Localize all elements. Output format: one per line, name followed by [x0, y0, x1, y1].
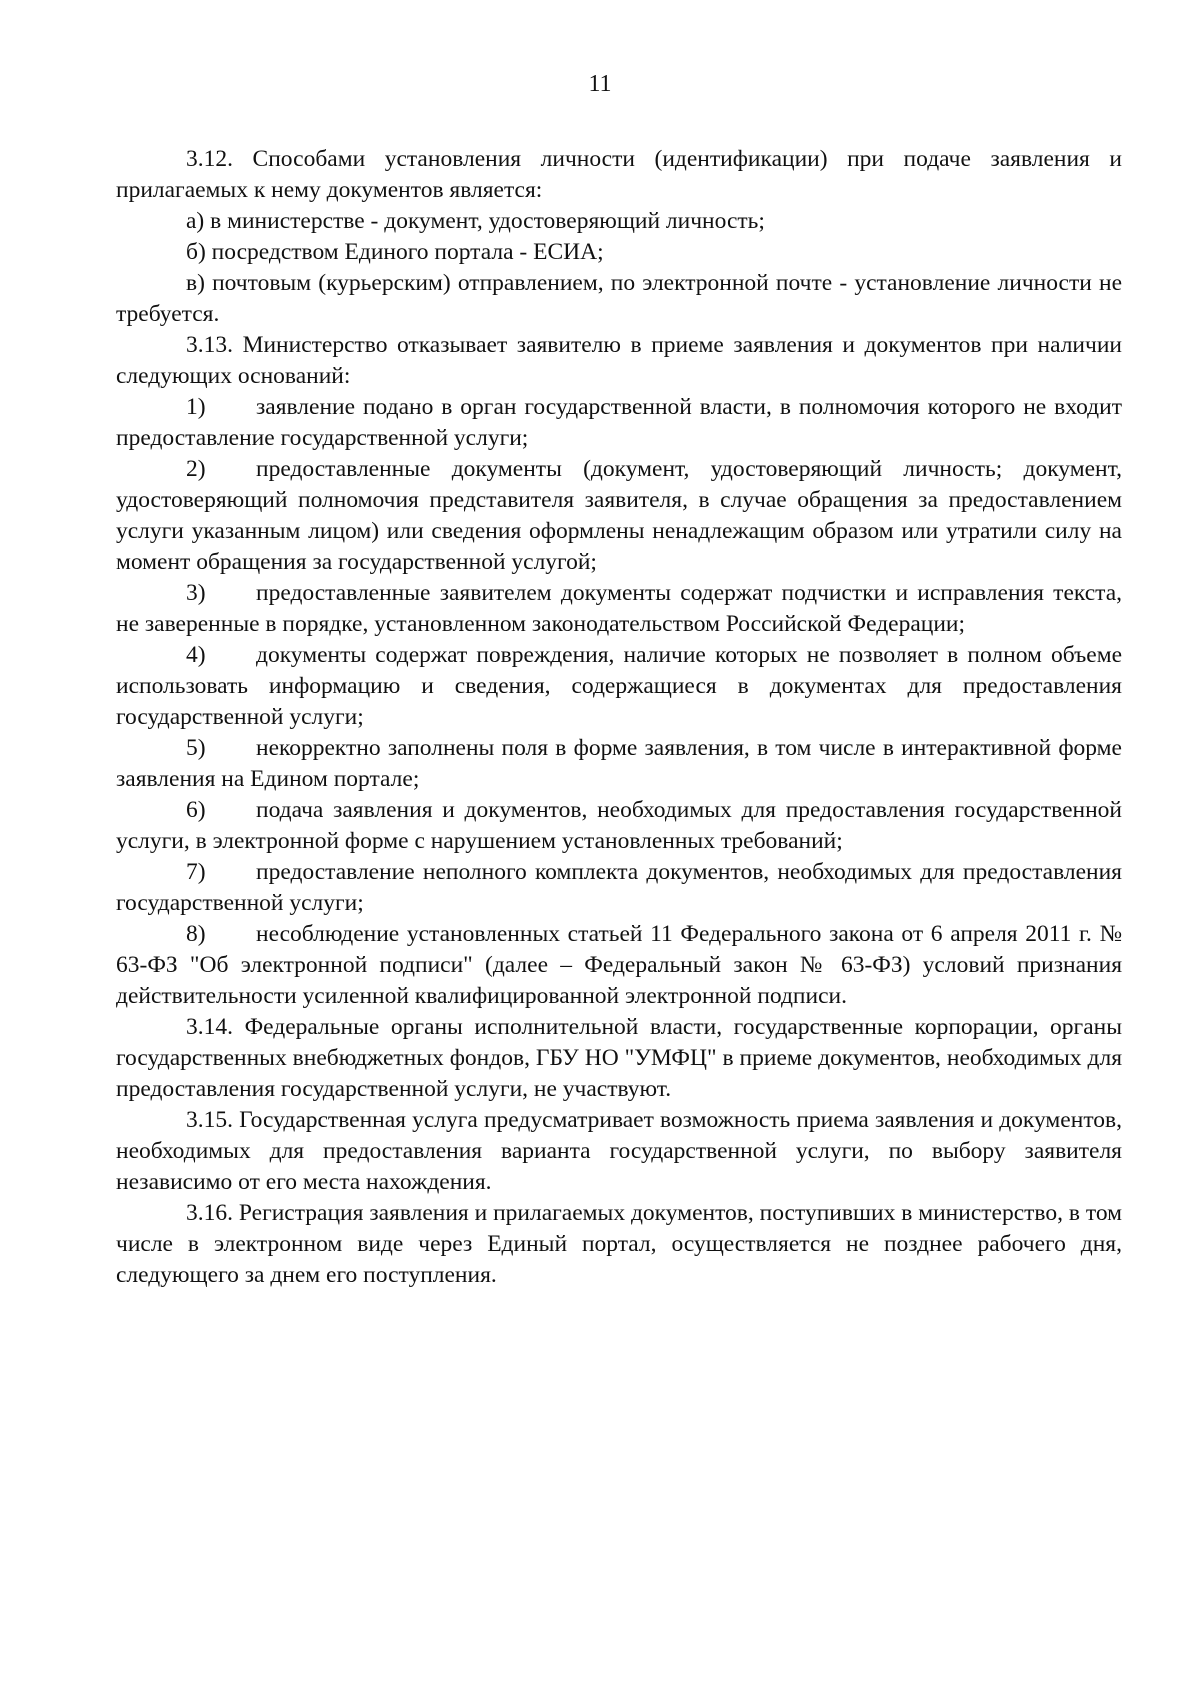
- document-body: [116, 144, 1122, 1291]
- ground-item-3: [116, 578, 1122, 640]
- paragraph-3-12-a: а) в министерстве - документ, удостоверяющий личность;: [186, 208, 765, 234]
- ground-number: 8): [186, 921, 206, 947]
- ground-item-2: [116, 454, 1122, 578]
- page-number: 11: [588, 71, 612, 97]
- ground-number: 5): [186, 735, 206, 761]
- ground-item-6: [116, 795, 1122, 857]
- ground-number: 6): [186, 797, 206, 823]
- paragraph-3-12-v: в) почтовым (курьерским) отправлением, по электронной почте - установление личности не требуется.: [116, 270, 1122, 327]
- ground-text: предоставление неполного комплекта документов, необходимых для предоставления государственной услуги;: [116, 859, 1122, 916]
- ground-number: 4): [186, 642, 206, 668]
- ground-text: документы содержат повреждения, наличие которых не позволяет в полном объеме использовать информацию и сведения, содержащиеся в документах для предоставления государственной услуги;: [116, 642, 1122, 730]
- paragraph-3-16: 3.16. Регистрация заявления и прилагаемых документов, поступивших в министерство, в том числе в электронном виде через Единый портал, осуществляется не позднее рабочего дня, следующего за днем его поступления.: [116, 1200, 1122, 1288]
- ground-text: заявление подано в орган государственной власти, в полномочия которого не входит предоставление государственной услуги;: [116, 394, 1122, 451]
- paragraph-3-15: 3.15. Государственная услуга предусматривает возможность приема заявления и документов, необходимых для предоставления варианта государственной услуги, по выбору заявителя независимо от его места нахождения.: [116, 1107, 1122, 1195]
- ground-text: предоставленные документы (документ, удостоверяющий личность; документ, удостоверяющий полномочия представителя заявителя, в случае обращения за предоставлением услуги указанным лицом) или сведения оформлены ненадлежащим образом или утратили силу на момент обращения за государственной услугой;: [116, 456, 1122, 575]
- paragraph-3-12: 3.12. Способами установления личности (идентификации) при подаче заявления и прилагаемых к нему документов является:: [116, 146, 1122, 203]
- ground-item-7: [116, 857, 1122, 919]
- ground-text: несоблюдение установленных статьей 11 Федерального закона от 6 апреля 2011 г. № 63-ФЗ "Об электронной подписи" (далее – Федеральный закон № 63-ФЗ) условий признания действительности усиленной квалифицированной электронной подписи.: [116, 921, 1122, 1009]
- ground-item-8: [116, 919, 1122, 1012]
- paragraph-3-12-b: б) посредством Единого портала - ЕСИА;: [186, 239, 604, 265]
- ground-number: 2): [186, 456, 206, 482]
- ground-item-5: [116, 733, 1122, 795]
- ground-number: 7): [186, 859, 206, 885]
- ground-number: 3): [186, 580, 206, 606]
- paragraph-3-13: 3.13. Министерство отказывает заявителю в приеме заявления и документов при наличии следующих оснований:: [116, 332, 1122, 389]
- ground-item-4: [116, 640, 1122, 733]
- ground-text: подача заявления и документов, необходимых для предоставления государственной услуги, в электронной форме с нарушением установленных требований;: [116, 797, 1122, 854]
- paragraph-3-14: 3.14. Федеральные органы исполнительной власти, государственные корпорации, органы государственных внебюджетных фондов, ГБУ НО "УМФЦ" в приеме документов, необходимых для предоставления государственной услуги, не участвуют.: [116, 1014, 1122, 1102]
- ground-number: 1): [186, 394, 206, 420]
- ground-text: предоставленные заявителем документы содержат подчистки и исправления текста, не заверенные в порядке, установленном законодательством Российской Федерации;: [116, 580, 1122, 637]
- ground-text: некорректно заполнены поля в форме заявления, в том числе в интерактивной форме заявления на Едином портале;: [116, 735, 1122, 792]
- ground-item-1: [116, 392, 1122, 454]
